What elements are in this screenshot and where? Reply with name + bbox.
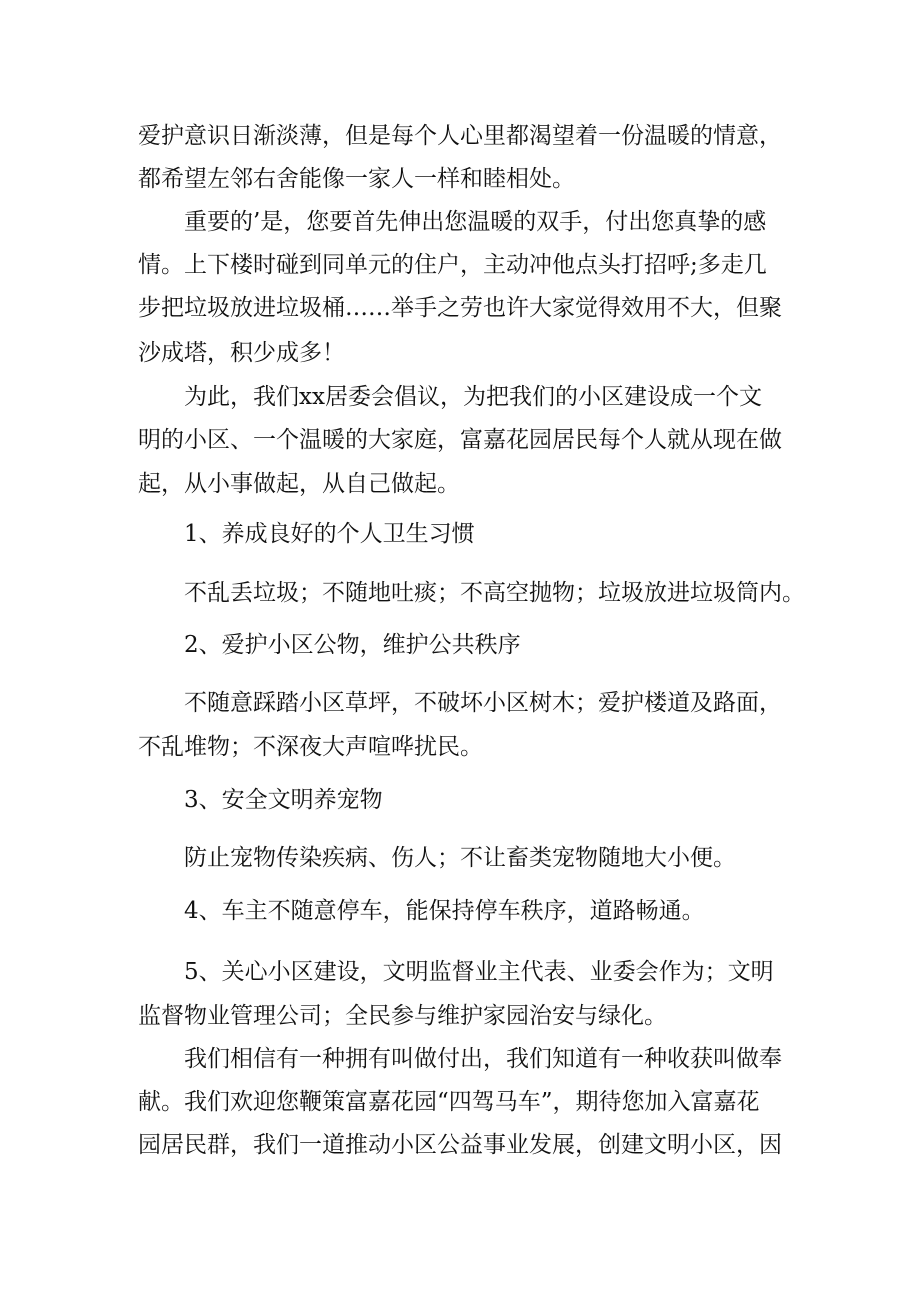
text-line: 步把垃圾放进垃圾桶……举手之劳也许大家觉得效用不大，但聚 (138, 295, 782, 321)
text-line: 明的小区、一个温暖的大家庭，富嘉花园居民每个人就从现在做 (138, 427, 782, 453)
text-line: 监督物业管理公司；全民参与维护家园治安与绿化。 (138, 1003, 667, 1029)
text-line: 不随意踩踏小区草坪，不破坏小区树木；爱护楼道及路面， (184, 690, 782, 716)
section-heading: 4、车主不随意停车，能保持停车秩序，道路畅通。 (184, 898, 705, 924)
text-line: 我们相信有一种拥有叫做付出，我们知道有一种收获叫做奉 (184, 1046, 782, 1072)
section-heading: 1、养成良好的个人卫生习惯 (184, 521, 475, 547)
section-heading: 5、关心小区建设，文明监督业主代表、业委会作为；文明 (184, 959, 774, 985)
text-line: 都希望左邻右舍能像一家人一样和睦相处。 (138, 166, 575, 192)
text-line: 重要的’是，您要首先伸出您温暖的双手，付出您真挚的感 (184, 209, 767, 235)
text-line: 园居民群，我们一道推动小区公益事业发展，创建文明小区，因 (138, 1132, 782, 1158)
text-line: 不乱堆物；不深夜大声喧哗扰民。 (138, 734, 483, 760)
text-line: 防止宠物传染疾病、伤人；不让畜类宠物随地大小便。 (184, 845, 736, 871)
text-line: 献。我们欢迎您鞭策富嘉花园“四驾马车”，期待您加入富嘉花 (138, 1089, 760, 1115)
text-line: 情。上下楼时碰到同单元的住户，主动冲他点头打招呼;多走几 (138, 252, 767, 278)
text-line: 起，从小事做起，从自己做起。 (138, 471, 460, 497)
text-line: 爱护意识日渐淡薄，但是每个人心里都渴望着一份温暖的情意， (138, 123, 782, 149)
text-line: 沙成塔，积少成多！ (138, 340, 345, 366)
text-line: 不乱丢垃圾；不随地吐痰；不高空抛物；垃圾放进垃圾筒内。 (184, 580, 805, 606)
section-heading: 3、安全文明养宠物 (184, 787, 383, 813)
section-heading: 2、爱护小区公物，维护公共秩序 (184, 632, 521, 658)
text-line: 为此，我们xx居委会倡议，为把我们的小区建设成一个文 (184, 384, 762, 410)
